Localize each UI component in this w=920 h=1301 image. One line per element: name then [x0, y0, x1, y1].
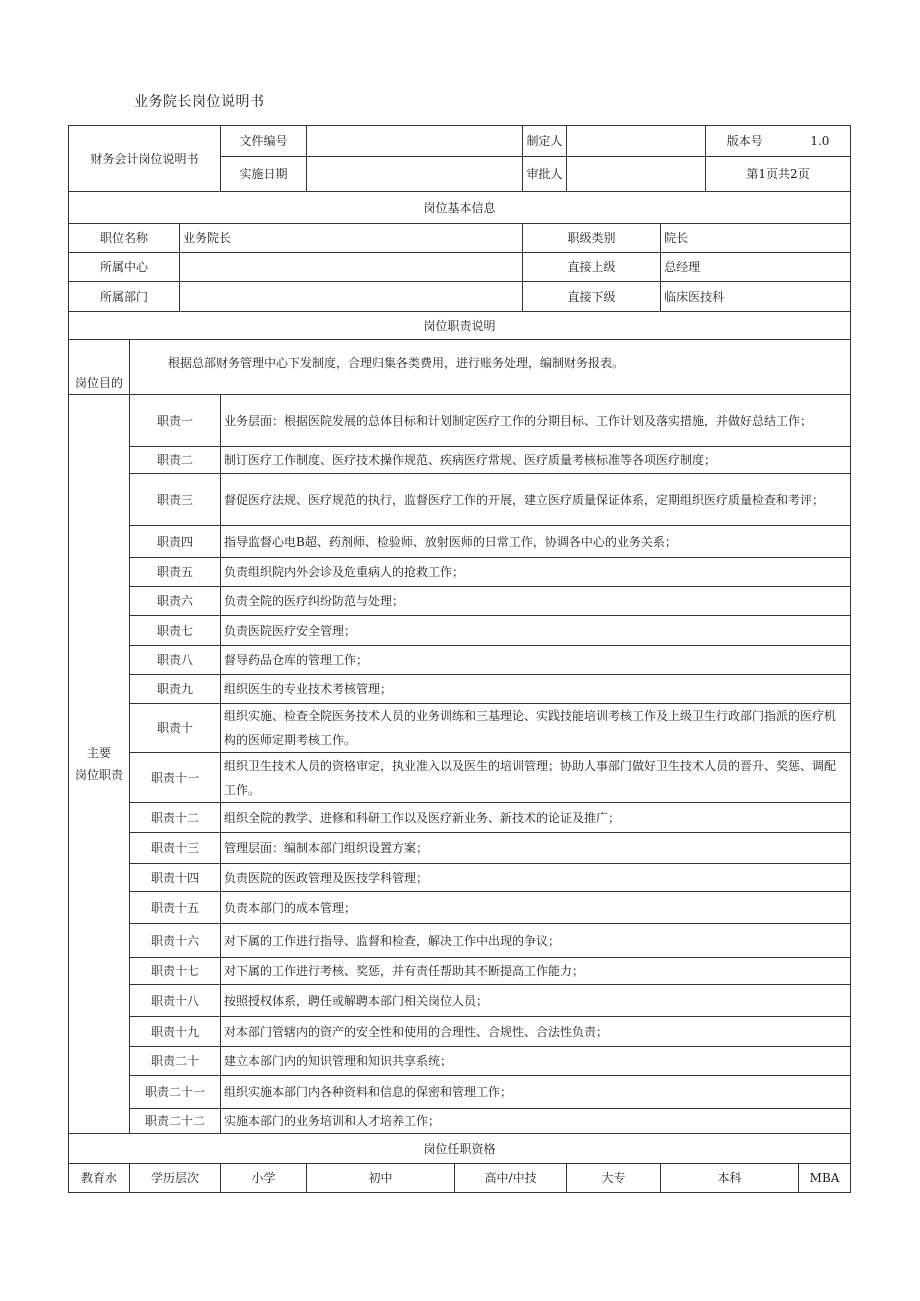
- impl-date-label: 实施日期: [221, 157, 307, 192]
- duty-row: [69, 753, 851, 803]
- level-label: 职级类别: [523, 224, 661, 253]
- edu-level-option: 高中/中技: [455, 1164, 567, 1193]
- duty-label: 职责二: [130, 447, 221, 474]
- duty-row: [69, 924, 851, 958]
- duty-row: [69, 985, 851, 1017]
- edu-level-option: 小学: [221, 1164, 307, 1193]
- position-name-value: 业务院长: [180, 224, 523, 253]
- duty-text: 建立本部门内的知识管理和知识共享系统；: [221, 1047, 851, 1076]
- duty-text: 管理层面：编制本部门组织设置方案；: [221, 833, 851, 864]
- basic-info-section-title: 岗位基本信息: [69, 192, 851, 224]
- duty-label: 职责七: [130, 616, 221, 646]
- duty-text: 负责全院的医疗纠纷防范与处理；: [221, 587, 851, 616]
- duty-label: 职责三: [130, 474, 221, 526]
- duty-row: [69, 958, 851, 985]
- duty-text: 组织医生的专业技术考核管理；: [221, 675, 851, 704]
- duty-row: [69, 474, 851, 526]
- duty-text: 组织全院的教学、进修和科研工作以及医疗新业务、新技术的论证及推广；: [221, 803, 851, 833]
- duty-row: [69, 646, 851, 675]
- file-no-value: [307, 126, 523, 157]
- superior-label: 直接上级: [523, 253, 661, 282]
- duty-text: 实施本部门的业务培训和人才培养工作；: [221, 1109, 851, 1134]
- duty-row: [69, 1109, 851, 1134]
- edu-level-label: 学历层次: [130, 1164, 221, 1193]
- version-value: 1.0: [810, 134, 830, 148]
- duty-label: 职责十: [130, 704, 221, 753]
- duty-label: 职责十八: [130, 985, 221, 1017]
- duty-text: 对下属的工作进行指导、监督和检查，解决工作中出现的争议；: [221, 924, 851, 958]
- duty-row: [69, 1047, 851, 1076]
- duty-row: [69, 526, 851, 558]
- duty-text: 负责本部门的成本管理；: [221, 892, 851, 924]
- duty-label: 职责十三: [130, 833, 221, 864]
- version-cell: [706, 126, 851, 157]
- main-duty-label: 主要 岗位职责: [69, 395, 130, 1134]
- superior-value: 总经理: [661, 253, 851, 282]
- duty-label: 职责四: [130, 526, 221, 558]
- maker-value: [567, 126, 706, 157]
- duty-row: [69, 1076, 851, 1109]
- duty-text: 对下属的工作进行考核、奖惩，并有责任帮助其不断提高工作能力；: [221, 958, 851, 985]
- duty-text: 组织实施、检查全院医务技术人员的业务训练和三基理论、实践技能培训考核工作及上级卫生行政部门指派的医疗机构的医师定期考核工作。: [221, 704, 851, 753]
- duty-label: 职责二十: [130, 1047, 221, 1076]
- duty-label: 职责十九: [130, 1017, 221, 1047]
- level-value: 院长: [661, 224, 851, 253]
- duty-text: 指导监督心电B超、药剂师、检验师、放射医师的日常工作，协调各中心的业务关系；: [221, 526, 851, 558]
- duty-row: [69, 892, 851, 924]
- version-label: 版本号: [726, 134, 763, 148]
- edu-level-option: 本科: [661, 1164, 799, 1193]
- duty-text: 制订医疗工作制度、医疗技术操作规范、疾病医疗常规、医疗质量考核标准等各项医疗制度；: [221, 447, 851, 474]
- duty-row: [69, 833, 851, 864]
- page-title: 业务院长岗位说明书: [134, 94, 265, 110]
- duty-label: 职责十七: [130, 958, 221, 985]
- page-info: 第1页共2页: [706, 157, 851, 192]
- duty-text: 组织实施本部门内各种资料和信息的保密和管理工作；: [221, 1076, 851, 1109]
- duty-label: 职责二十一: [130, 1076, 221, 1109]
- duty-text: 对本部门管辖内的资产的安全性和使用的合理性、合规性、合法性负责；: [221, 1017, 851, 1047]
- purpose-text: 根据总部财务管理中心下发制度，合理归集各类费用，进行账务处理，编制财务报表。: [130, 340, 851, 395]
- job-description-table: [68, 125, 851, 1193]
- impl-date-value: [307, 157, 523, 192]
- duty-text: 负责医院医疗安全管理；: [221, 616, 851, 646]
- duty-row: [69, 447, 851, 474]
- duty-label: 职责十六: [130, 924, 221, 958]
- duty-label: 职责五: [130, 558, 221, 587]
- duty-text: 负责医院的医政管理及医技学科管理；: [221, 864, 851, 892]
- duty-row: [69, 864, 851, 892]
- dept-value: [180, 282, 523, 312]
- edu-label: 教育水: [69, 1164, 130, 1193]
- doc-name: 财务会计岗位说明书: [69, 126, 221, 192]
- duties-section-title: 岗位职责说明: [69, 312, 851, 340]
- subordinate-value: 临床医技科: [661, 282, 851, 312]
- duty-label: 职责二十二: [130, 1109, 221, 1134]
- duty-label: 职责六: [130, 587, 221, 616]
- duty-row: [69, 803, 851, 833]
- center-value: [180, 253, 523, 282]
- duty-list: [69, 395, 851, 1134]
- position-name-label: 职位名称: [69, 224, 180, 253]
- edu-level-option: 大专: [567, 1164, 661, 1193]
- duty-text: 组织卫生技术人员的资格审定，执业准入以及医生的培训管理；协助人事部门做好卫生技术人员的晋升、奖惩、调配工作。: [221, 753, 851, 803]
- duty-row: [69, 395, 851, 447]
- approver-value: [567, 157, 706, 192]
- duty-label: 职责九: [130, 675, 221, 704]
- duty-text: 业务层面：根据医院发展的总体目标和计划制定医疗工作的分期目标、工作计划及落实措施，并做好总结工作；: [221, 395, 851, 447]
- duty-row: [69, 1017, 851, 1047]
- duty-row: [69, 616, 851, 646]
- duty-text: 督促医疗法规、医疗规范的执行，监督医疗工作的开展，建立医疗质量保证体系，定期组织医疗质量检查和考评；: [221, 474, 851, 526]
- duty-row: [69, 558, 851, 587]
- duty-text: 督导药品仓库的管理工作；: [221, 646, 851, 675]
- duty-row: [69, 587, 851, 616]
- qualifications-section-title: 岗位任职资格: [69, 1134, 851, 1164]
- purpose-label: 岗位目的: [69, 340, 130, 395]
- duty-label: 职责一: [130, 395, 221, 447]
- file-no-label: 文件编号: [221, 126, 307, 157]
- edu-level-option: MBA: [799, 1164, 851, 1193]
- duty-label: 职责八: [130, 646, 221, 675]
- duty-text: 负责组织院内外会诊及危重病人的抢救工作；: [221, 558, 851, 587]
- approver-label: 审批人: [523, 157, 567, 192]
- dept-label: 所属部门: [69, 282, 180, 312]
- duty-label: 职责十一: [130, 753, 221, 803]
- duty-row: [69, 675, 851, 704]
- duty-label: 职责十四: [130, 864, 221, 892]
- duty-row: [69, 704, 851, 753]
- maker-label: 制定人: [523, 126, 567, 157]
- subordinate-label: 直接下级: [523, 282, 661, 312]
- duty-label: 职责十五: [130, 892, 221, 924]
- duty-label: 职责十二: [130, 803, 221, 833]
- duty-text: 按照授权体系，聘任或解聘本部门相关岗位人员；: [221, 985, 851, 1017]
- center-label: 所属中心: [69, 253, 180, 282]
- edu-level-option: 初中: [307, 1164, 455, 1193]
